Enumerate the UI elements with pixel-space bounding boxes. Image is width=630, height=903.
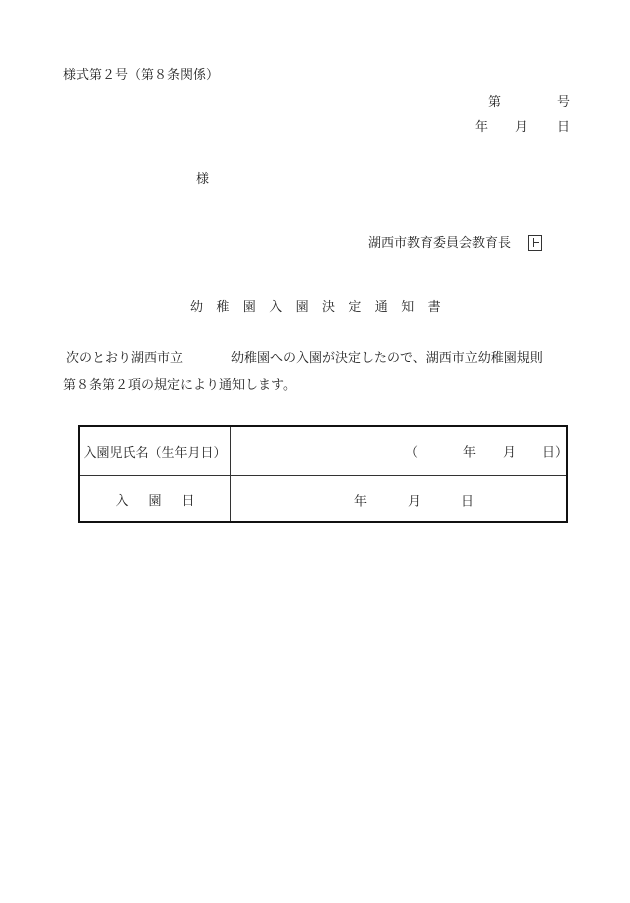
- birthdate-month: 月: [503, 445, 517, 461]
- issue-date-month: 月: [515, 120, 529, 135]
- document-title: 幼稚園入園決定通知書: [190, 300, 455, 315]
- document-number-suffix: 号: [556, 95, 570, 110]
- birthdate-year: 年: [463, 445, 477, 461]
- birthdate-day: 日）: [542, 445, 569, 461]
- addressee-honorific: 様: [196, 172, 210, 187]
- table-column-divider: [230, 427, 231, 521]
- issuer-name: 湖西市教育委員会教育長: [368, 236, 512, 251]
- body-text-line1: [66, 352, 543, 365]
- enrollment-date-label-text: 入園日: [115, 494, 215, 509]
- body-text-part1: 次のとおり湖西市立: [66, 351, 184, 366]
- issue-date-day: 日: [557, 120, 571, 135]
- enrollment-info-table: [78, 425, 568, 523]
- child-name-field: [230, 427, 569, 475]
- document-number-prefix: 第: [488, 95, 502, 110]
- child-name-label-text: 入園児氏名（生年月日）: [83, 445, 227, 461]
- form-number: 様式第２号（第８条関係）: [63, 68, 220, 83]
- child-name-label: [80, 427, 230, 475]
- seal-icon: [528, 235, 542, 251]
- enrollment-date-year: 年: [354, 494, 368, 509]
- enrollment-date-row: [80, 476, 566, 523]
- enrollment-date-label: [80, 476, 230, 523]
- enrollment-date-month: 月: [408, 494, 422, 509]
- enrollment-date-day: 日: [461, 494, 475, 509]
- enrollment-date-field: [230, 476, 566, 523]
- body-text-part2: 幼稚園への入園が決定したので、湖西市立幼稚園規則: [231, 351, 543, 366]
- child-name-row: [80, 427, 569, 476]
- issue-date-year: 年: [475, 120, 489, 135]
- body-text-line2: 第８条第２項の規定により通知します。: [63, 378, 296, 393]
- birthdate-open-paren: （: [405, 445, 419, 461]
